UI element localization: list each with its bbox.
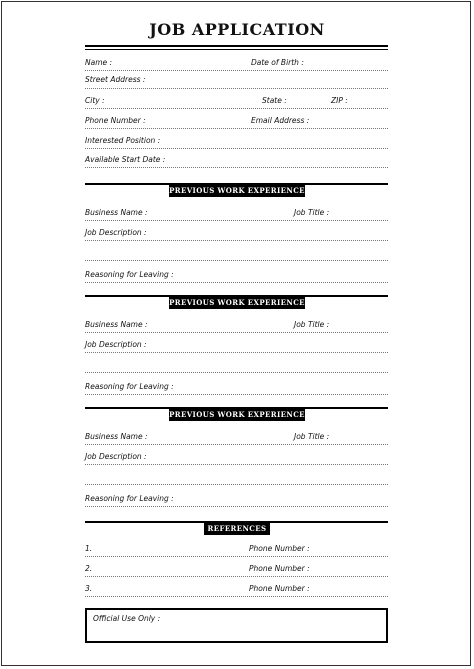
- title-underline: [85, 45, 388, 50]
- job-title-label: Job Title :: [294, 208, 330, 217]
- reference-field[interactable]: [85, 556, 388, 557]
- job-description-field[interactable]: [85, 352, 388, 353]
- phone-label: Phone Number :: [85, 116, 146, 125]
- business-name-field[interactable]: [85, 332, 388, 333]
- job-description-field[interactable]: [85, 484, 388, 485]
- position-field[interactable]: [85, 148, 388, 149]
- official-use-label: Official Use Only :: [93, 614, 161, 623]
- job-description-label: Job Description :: [85, 340, 147, 349]
- business-name-label: Business Name :: [85, 320, 148, 329]
- job-description-label: Job Description :: [85, 452, 147, 461]
- city-label: City :: [85, 96, 105, 105]
- job-title-label: Job Title :: [294, 320, 330, 329]
- job-description-field[interactable]: [85, 260, 388, 261]
- work-3-heading: PREVIOUS WORK EXPERIENCE 3: [169, 410, 305, 432]
- phone-field[interactable]: [85, 128, 388, 129]
- reason-field[interactable]: [85, 394, 388, 395]
- reason-label: Reasoning for Leaving :: [85, 270, 174, 279]
- city-field[interactable]: [85, 108, 388, 109]
- name-label: Name :: [85, 58, 113, 67]
- job-description-field[interactable]: [85, 464, 388, 465]
- business-name-label: Business Name :: [85, 432, 148, 441]
- name-field[interactable]: [85, 70, 388, 71]
- zip-label: ZIP :: [331, 96, 348, 105]
- job-description-label: Job Description :: [85, 228, 147, 237]
- email-label: Email Address :: [251, 116, 310, 125]
- work-1-heading: PREVIOUS WORK EXPERIENCE 1: [169, 186, 305, 208]
- reference-phone-label: Phone Number :: [249, 584, 310, 593]
- state-label: State :: [262, 96, 287, 105]
- dob-label: Date of Birth :: [251, 58, 304, 67]
- job-title-label: Job Title :: [294, 432, 330, 441]
- references-heading: REFERENCES: [204, 522, 270, 535]
- reason-field[interactable]: [85, 282, 388, 283]
- page-title: JOB APPLICATION: [149, 20, 325, 39]
- reference-field[interactable]: [85, 576, 388, 577]
- start-date-label: Available Start Date :: [85, 155, 166, 164]
- page-border: [1, 1, 471, 666]
- reference-number: 2.: [85, 564, 93, 573]
- business-name-field[interactable]: [85, 220, 388, 221]
- reference-phone-label: Phone Number :: [249, 564, 310, 573]
- reason-label: Reasoning for Leaving :: [85, 494, 174, 503]
- street-label: Street Address :: [85, 75, 146, 84]
- reason-field[interactable]: [85, 506, 388, 507]
- job-description-field[interactable]: [85, 240, 388, 241]
- business-name-label: Business Name :: [85, 208, 148, 217]
- reason-label: Reasoning for Leaving :: [85, 382, 174, 391]
- reference-phone-label: Phone Number :: [249, 544, 310, 553]
- reference-field[interactable]: [85, 596, 388, 597]
- work-2-heading: PREVIOUS WORK EXPERIENCE 2: [169, 298, 305, 320]
- position-label: Interested Position :: [85, 136, 161, 145]
- reference-number: 1.: [85, 544, 93, 553]
- reference-number: 3.: [85, 584, 93, 593]
- street-field[interactable]: [85, 88, 388, 89]
- start-date-field[interactable]: [85, 167, 388, 168]
- business-name-field[interactable]: [85, 444, 388, 445]
- job-description-field[interactable]: [85, 372, 388, 373]
